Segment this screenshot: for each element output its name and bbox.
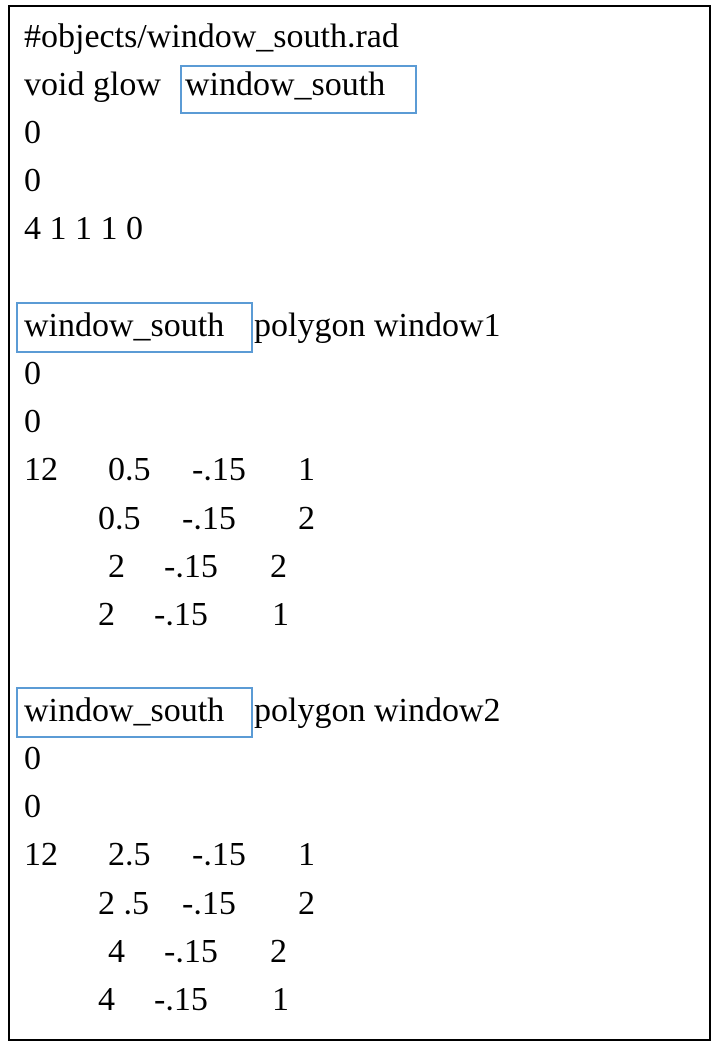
polygon1-v4-y: -.15	[154, 596, 208, 633]
polygon1-v1-x: 0.5	[108, 451, 151, 488]
polygon2-v4-z: 1	[272, 981, 289, 1018]
highlight-box-polygon1	[16, 302, 253, 353]
polygon1-v2-z: 2	[298, 500, 315, 537]
polygon1-v3-y: -.15	[164, 548, 218, 585]
polygon2-arg-1: 0	[24, 740, 41, 777]
polygon1-v4-x: 2	[98, 596, 115, 633]
highlight-box-polygon2	[16, 687, 253, 738]
header-arg-2: 0	[24, 162, 41, 199]
polygon2-v1-x: 2.5	[108, 836, 151, 873]
filename-line: #objects/window_south.rad	[24, 18, 399, 55]
polygon2-v3-y: -.15	[164, 933, 218, 970]
polygon1-v4-z: 1	[272, 596, 289, 633]
polygon2-modifier: window_south	[24, 692, 225, 729]
polygon2-v1-z: 1	[298, 836, 315, 873]
polygon2-v2-y: -.15	[182, 885, 236, 922]
polygon2-v1-y: -.15	[192, 836, 246, 873]
polygon2-v4-x: 4	[98, 981, 115, 1018]
polygon1-v3-z: 2	[270, 548, 287, 585]
decl-name: window_south	[185, 66, 386, 103]
highlight-box-decl	[180, 65, 417, 114]
polygon1-count: 12	[24, 451, 58, 488]
polygon1-decl: polygon window1	[254, 307, 501, 344]
header-arg-1: 0	[24, 114, 41, 151]
polygon2-decl: polygon window2	[254, 692, 501, 729]
polygon1-modifier: window_south	[24, 307, 225, 344]
decl-prefix: void glow	[24, 66, 161, 103]
polygon2-v3-x: 4	[108, 933, 125, 970]
polygon2-count: 12	[24, 836, 58, 873]
polygon1-arg-2: 0	[24, 403, 41, 440]
polygon1-v2-y: -.15	[182, 500, 236, 537]
polygon1-v1-y: -.15	[192, 451, 246, 488]
polygon2-arg-2: 0	[24, 788, 41, 825]
header-arg-3: 4 1 1 1 0	[24, 210, 143, 247]
polygon2-v2-z: 2	[298, 885, 315, 922]
polygon1-arg-1: 0	[24, 355, 41, 392]
polygon1-v1-z: 1	[298, 451, 315, 488]
polygon2-v2-x: 2 .5	[98, 885, 149, 922]
polygon2-v3-z: 2	[270, 933, 287, 970]
polygon2-v4-y: -.15	[154, 981, 208, 1018]
polygon1-v2-x: 0.5	[98, 500, 141, 537]
polygon1-v3-x: 2	[108, 548, 125, 585]
